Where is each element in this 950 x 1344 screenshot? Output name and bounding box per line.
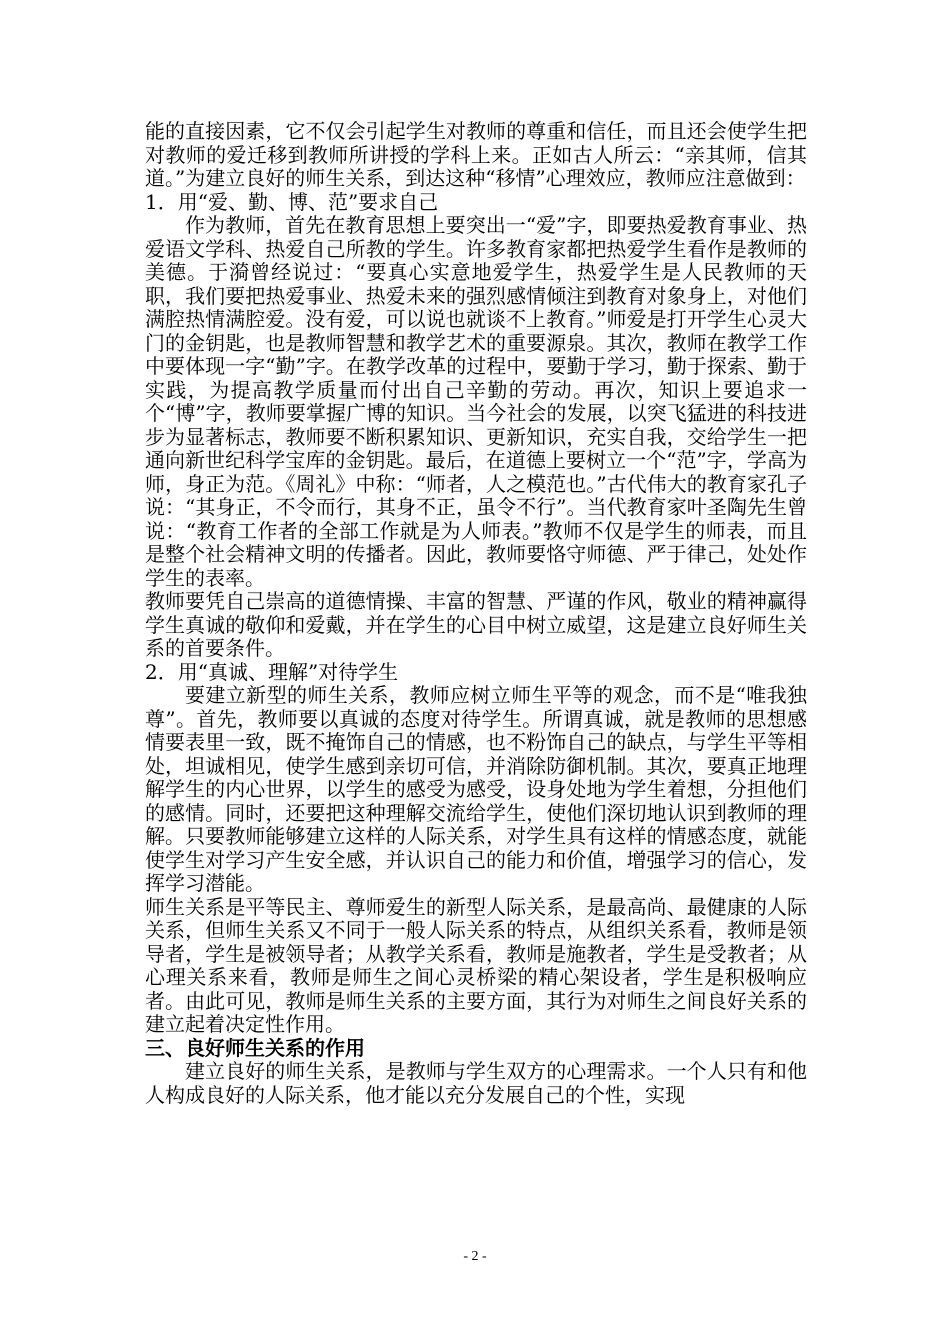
- page-number: - 2 -: [463, 1249, 487, 1264]
- section-heading: 1．用“爱、勤、博、范”要求自己: [145, 189, 439, 214]
- paragraph: 建立良好的师生关系，是教师与学生双方的心理需求。一个人只有和他人构成良好的人际关系，他才能以充分发展自己的个性，实现: [145, 1059, 807, 1107]
- paragraph: 要建立新型的师生关系，教师应树立师生平等的观念，而不是“唯我独尊”。首先，教师要以真诚的态度对待学生。所谓真诚，就是教师的思想感情要表里一致，既不掩饰自己的情感，也不粉饰自己的缺点，与学生平等相处，坦诚相见，使学生感到亲切可信，并消除防御机制。其次，要真正地理解学生的内心世界，以学生的感受为感受，设身处地为学生着想，分担他们的感情。同时，还要把这种理解交流给学生，使他们深切地认识到教师的理解。只要教师能够建立这样的人际关系，对学生具有这样的情感态度，就能使学生对学习产生安全感，并认识自己的能力和价值，增强学习的信心，发挥学习潜能。: [145, 683, 807, 895]
- paragraph: 能的直接因素，它不仅会引起学生对教师的尊重和信任，而且还会使学生把对教师的爱迁移到教师所讲授的学科上来。正如古人所云：“亲其师，信其道。”为建立良好的师生关系，到达这种“移情”心理效应，教师应注意做到：: [145, 119, 807, 190]
- paragraph: 教师要凭自己崇高的道德情操、丰富的智慧、严谨的作风，敬业的精神赢得学生真诚的敬仰和爱戴，并在学生的心目中树立威望，这是建立良好师生关系的首要条件。: [145, 589, 807, 660]
- paragraph: 作为教师，首先在教育思想上要突出一“爱”字，即要热爱教育事业、热爱语文学科、热爱自己所教的学生。许多教育家都把热爱学生看作是教师的美德。于漪曾经说过：“要真心实意地爱学生，热爱学生是人民教师的天职，我们要把热爱事业、热爱未来的强烈感情倾注到教育对象身上，对他们满腔热情满腔爱。没有爱，可以说也就谈不上教育。”师爱是打开学生心灵大门的金钥匙，也是教师智慧和教学艺术的重要源泉。其次，教师在教学工作中要体现一字“勤”字。在教学改革的过程中，要勤于学习，勤于探索、勤于实践，为提高教学质量而付出自己辛勤的劳动。再次，知识上要追求一个“博”字，教师要掌握广博的知识。当今社会的发展，以突飞猛进的科技进步为显著标志，教师要不断积累知识、更新知识，充实自我，交给学生一把通向新世纪科学宝库的金钥匙。最后，在道德上要树立一个“范”字，学高为师，身正为范。《周礼》中称：“师者，人之模范也。”古代伟大的教育家孔子说：“其身正，不令而行，其身不正，虽令不行”。当代教育家叶圣陶先生曾说：“教育工作者的全部工作就是为人师表。”教师不仅是学生的师表，而且是整个社会精神文明的传播者。因此，教师要恪守师德、严于律己，处处作学生的表率。: [145, 213, 807, 590]
- section-heading: 2．用“真诚、理解”对待学生: [145, 659, 399, 684]
- document-body: [145, 120, 807, 1107]
- paragraph: 师生关系是平等民主、尊师爱生的新型人际关系，是最高尚、最健康的人际关系，但师生关系又不同于一般人际关系的特点，从组织关系看，教师是领导者，学生是被领导者；从教学关系看，教师是施教者，学生是受教者；从心理关系来看，教师是师生之间心灵桥梁的精心架设者，学生是积极响应者。由此可见，教师是师生关系的主要方面，其行为对师生之间良好关系的建立起着决定性作用。: [145, 894, 807, 1036]
- chapter-heading: 三、良好师生关系的作用: [145, 1035, 365, 1060]
